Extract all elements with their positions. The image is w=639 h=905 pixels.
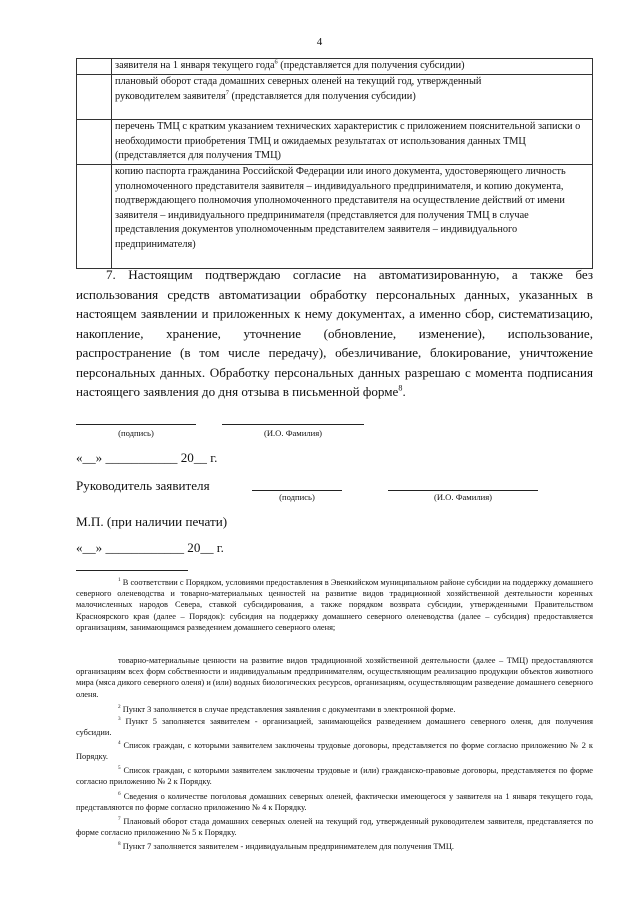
footnote: $^2$ Пункт 3 заполняется в случае представления заявления с документами в электронной форме. <box>118 704 456 714</box>
footnote: $^8$ Пункт 7 заполняется заявителем - индивидуальным предпринимателем для получения ТМЦ. <box>118 841 454 851</box>
name-line <box>222 424 364 425</box>
head-label: Руководитель заявителя <box>76 478 210 493</box>
table-row <box>77 165 593 269</box>
table-row <box>77 120 593 165</box>
name-line-2 <box>388 490 538 491</box>
footnote: $^5$ Список граждан, с которыми заявителем заключены трудовые и (или) гражданско-правовые договоры, представляется по форме согласно приложению № 2 к Порядку. <box>76 765 593 787</box>
table-row <box>77 59 593 75</box>
signature-caption-2: (подпись) <box>279 492 315 502</box>
page-number: 4 <box>316 36 323 48</box>
footnote: $^1$ В соответствии с Порядком, условиями предоставления в Эвенкийском муниципальном районе субсидии на поддержку домашнего северного оленеводства и товарно-материальных ценностей на развитие видов традиционной хозяйственной деятельности коренных малочисленных народов Севера, ставкой субсидирования, а также порядком возврата субсидии, утвержденными Правительством Красноярского края (далее – Порядок): субсидия на поддержку домашнего северного оленеводства (далее – субсидия) предоставляется организациям, занимающимся разведением домашнего северного оленя; <box>76 577 593 632</box>
table-row <box>77 75 593 120</box>
name-caption-2: (И.О. Фамилия) <box>433 492 493 502</box>
date-line: «__» ___________ 20__ г. <box>76 450 218 465</box>
stamp-note: М.П. (при наличии печати) <box>76 514 228 529</box>
name-caption: (И.О. Фамилия) <box>263 428 323 438</box>
footnote: $^4$ Список граждан, с которыми заявителем заключены трудовые договоры, представляется по форме согласно приложению № 2 к Порядку. <box>76 740 593 762</box>
signature-caption: (подпись) <box>118 428 154 438</box>
table-cell: плановый оборот стада домашних северных оленей на текущий год, утвержденный руководителем заявителя$^7$ (представляется для получения субсидии) <box>112 75 593 120</box>
table-cell: заявителя на 1 января текущего года$^6$ (представляется для получения субсидии) <box>112 59 593 75</box>
date-line-2: «__» ____________ 20__ г. <box>76 540 224 555</box>
table-cell: перечень ТМЦ с кратким указанием технических характеристик с приложением пояснительной записки о необходимости приобретения ТМЦ и ожидаемых результатах от использования данных ТМЦ (представляется для получения ТМЦ) <box>112 120 593 165</box>
footnote: $^6$ Сведения о количестве поголовья домашних северных оленей, фактически имеющегося у заявителя на 1 января текущего года, представляются по форме согласно приложению № 4 к Порядку. <box>76 791 594 813</box>
footnote: $^3$ Пункт 5 заполняется заявителем - организацией, занимающейся разведением домашнего северного оленя, для получения субсидии. <box>76 716 593 738</box>
documents-table <box>76 58 593 269</box>
signature-line <box>76 424 196 425</box>
footnote: $^7$ Плановый оборот стада домашних северных оленей на текущий год, утвержденный руководителем заявителя, представляется по форме согласно приложению № 5 к Порядку. <box>76 816 594 838</box>
table-cell: копию паспорта гражданина Российской Федерации или иного документа, удостоверяющего личность уполномоченного представителя заявителя – индивидуального предпринимателя, и копию документа, подтверждающего полномочия уполномоченного представителя на осуществление действий от имени заявителя – индивидуального предпринимателя (представляется для получения ТМЦ в случае представления документов уполномоченным представителем заявителя – индивидуального предпринимателя) <box>112 165 593 269</box>
footnote-rule <box>76 570 188 571</box>
footnote: товарно-материальные ценности на развитие видов традиционной хозяйственной деятельности (далее – ТМЦ) предоставляются организациям всех форм собственности и индивидуальным предпринимателям, осуществляющим реализацию продукции объектов животного мира (мяса дикого северного оленя) и (или) водных биологических ресурсов, организациям, осуществляющим разведение домашнего северного оленя. <box>76 656 593 699</box>
consent-paragraph: 7. Настоящим подтверждаю согласие на автоматизированную, а также без использования средств автоматизации обработку персональных данных, указанных в настоящем заявлении и приложенных к нему документах, а именно сбор, систематизацию, накопление, хранение, уточнение (обновление, изменение), использование, распространение (в том числе передачу), обезличивание, блокирование, уничтожение персональных данных. Обработку персональных данных разрешаю с момента подписания настоящего заявления до дня отзыва в письменной форме$^8$. <box>76 267 593 399</box>
signature-line-2 <box>252 490 342 491</box>
